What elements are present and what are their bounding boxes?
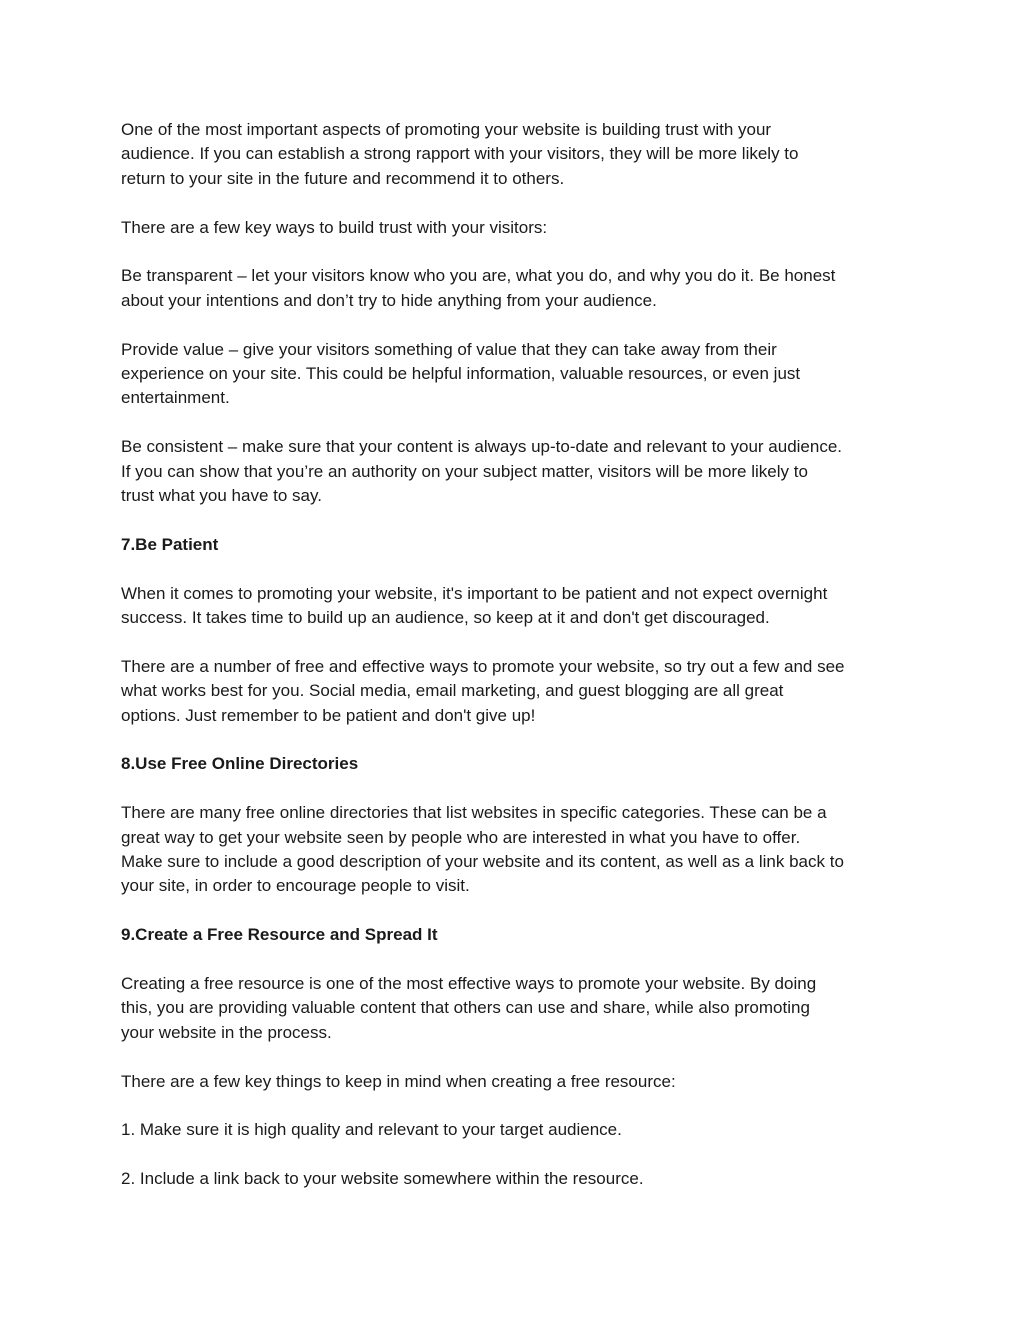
list-item-quality: 1. Make sure it is high quality and relevant to your target audience. bbox=[121, 1120, 622, 1140]
paragraph-free-ways: There are a number of free and effective ways to promote your website, so try out a few and see what works best for you. Social media, email marketing, and guest blogging are all great options. Just remember to be patient and don't give up! bbox=[121, 656, 845, 725]
paragraph-directories: There are many free online directories that list websites in specific categories. These can be a great way to get your website seen by people who are interested in what you have to offer. Make sure to include a good description of your website and its content, as well as a link back to your site, in order to encourage people to visit. bbox=[121, 803, 844, 896]
paragraph-trust-ways-intro: There are a few key ways to build trust with your visitors: bbox=[121, 217, 548, 237]
paragraph-build-trust: One of the most important aspects of promoting your website is building trust with your audience. If you can establish a strong rapport with your visitors, they will be more likely to return to your site in the future and recommend it to others. bbox=[121, 120, 799, 188]
paragraph-be-consistent: Be consistent – make sure that your content is always up-to-date and relevant to your audience. If you can show that you’re an authority on your subject matter, visitors will be more likely to trust what you have to say. bbox=[121, 437, 843, 506]
heading-be-patient: 7.Be Patient bbox=[121, 534, 219, 554]
paragraph-patience: When it comes to promoting your website, it's important to be patient and not expect overnight success. It takes time to build up an audience, so keep at it and don't get discouraged. bbox=[121, 583, 828, 628]
heading-online-directories: 8.Use Free Online Directories bbox=[121, 754, 359, 774]
paragraph-free-resource: Creating a free resource is one of the most effective ways to promote your website. By doing this, you are providing valuable content that others can use and share, while also promoting your website in the process. bbox=[121, 974, 817, 1042]
list-item-link-back: 2. Include a link back to your website somewhere within the resource. bbox=[121, 1169, 644, 1189]
heading-free-resource: 9.Create a Free Resource and Spread It bbox=[121, 925, 438, 945]
paragraph-resource-tips-intro: There are a few key things to keep in mind when creating a free resource: bbox=[121, 1071, 676, 1091]
paragraph-be-transparent: Be transparent – let your visitors know who you are, what you do, and why you do it. Be honest about your intentions and don’t try to hide anything from your audience. bbox=[121, 266, 836, 310]
paragraph-provide-value: Provide value – give your visitors something of value that they can take away from their experience on your site. This could be helpful information, valuable resources, or even just entertainment. bbox=[121, 339, 801, 408]
